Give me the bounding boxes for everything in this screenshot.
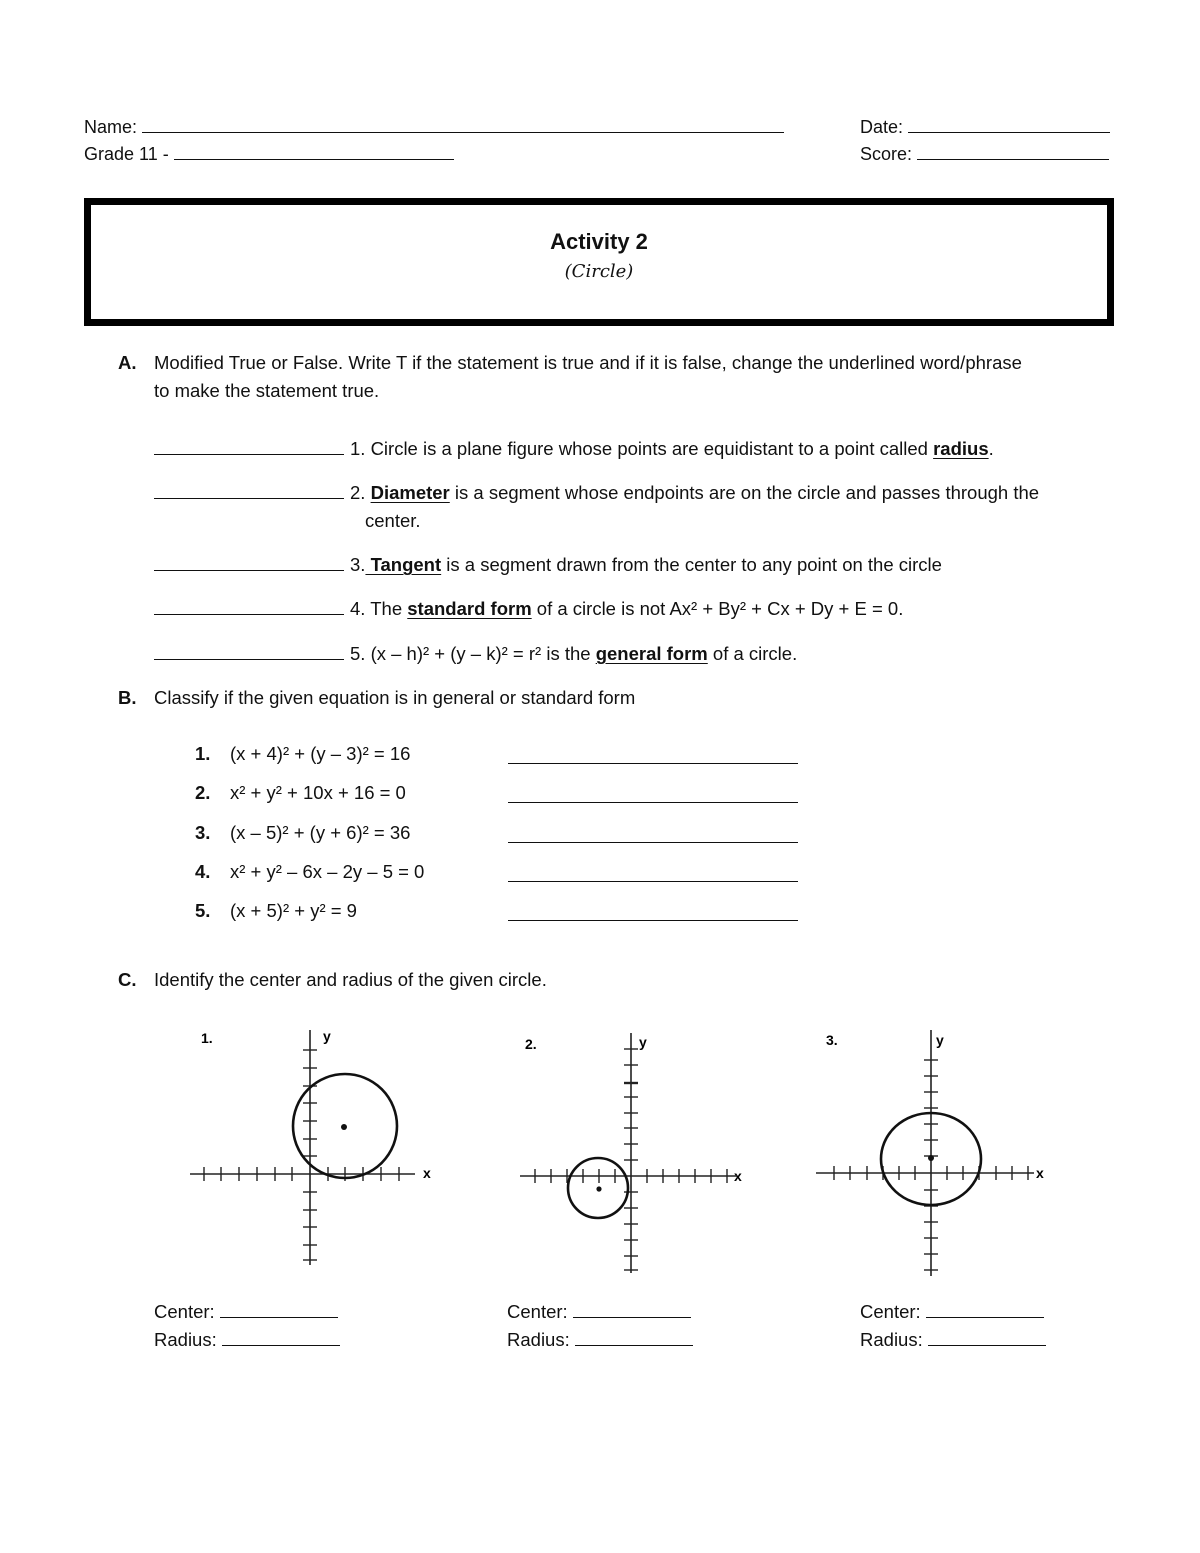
radius-label: Radius: (860, 1329, 923, 1350)
section-a-instruction-1: Modified True or False. Write T if the statement is true and if it is false, change the underlined word/phrase (154, 352, 1022, 373)
activity-title: Activity 2 (550, 229, 648, 254)
score-field[interactable] (860, 142, 1109, 165)
eq-1: (x + 4)² + (y – 3)² = 16 (230, 743, 411, 764)
radius-blank[interactable] (928, 1328, 1046, 1346)
grade-field[interactable] (84, 142, 454, 165)
eq-answer-blank-5[interactable] (508, 920, 798, 921)
eq-num-2: 2. (195, 782, 211, 803)
score-blank[interactable] (917, 142, 1109, 160)
eq-num-4: 4. (195, 861, 211, 882)
center-field-1[interactable] (154, 1300, 338, 1323)
eq-4: x² + y² – 6x – 2y – 5 = 0 (230, 861, 425, 882)
radius-label: Radius: (154, 1329, 217, 1350)
grade-label: Grade 11 - (84, 144, 169, 164)
eq-5: (x + 5)² + y² = 9 (230, 900, 357, 921)
circle-graph-1 (185, 1020, 445, 1270)
circle-graph-3 (812, 1022, 1072, 1280)
center-field-3[interactable] (860, 1300, 1044, 1323)
answer-blank[interactable] (154, 554, 344, 571)
circle-center-dot (928, 1155, 934, 1161)
graph-number: 2. (525, 1036, 537, 1052)
date-field[interactable] (860, 115, 1110, 138)
section-a-letter: A. (118, 352, 137, 373)
tf-item-5: 5. (x – h)² + (y – k)² = r² is the general form of a circle. (154, 643, 797, 665)
section-b-instruction: Classify if the given equation is in general or standard form (154, 687, 636, 708)
radius-blank[interactable] (575, 1328, 693, 1346)
title-box (84, 198, 1114, 326)
answer-blank[interactable] (154, 438, 344, 455)
center-field-2[interactable] (507, 1300, 691, 1323)
activity-subtitle: (Circle) (564, 261, 634, 282)
name-field[interactable] (84, 115, 784, 138)
center-blank[interactable] (926, 1300, 1044, 1318)
answer-blank[interactable] (154, 482, 344, 499)
date-label: Date: (860, 117, 904, 137)
radius-blank[interactable] (222, 1328, 340, 1346)
eq-2: x² + y² + 10x + 16 = 0 (230, 782, 406, 803)
section-c-instruction: Identify the center and radius of the given circle. (154, 969, 547, 990)
section-a-instruction-2: to make the statement true. (154, 380, 380, 401)
radius-label: Radius: (507, 1329, 570, 1350)
radius-field-3[interactable] (860, 1328, 1046, 1351)
x-axis-label: x (1036, 1165, 1044, 1181)
y-axis-label: y (936, 1032, 944, 1048)
eq-num-1: 1. (195, 743, 211, 764)
score-label: Score: (860, 144, 913, 164)
answer-blank[interactable] (154, 643, 344, 660)
circle-graph-2 (515, 1025, 775, 1280)
tf-item-3: 3. Tangent is a segment drawn from the center to any point on the circle (154, 554, 942, 576)
eq-answer-blank-1[interactable] (508, 763, 798, 764)
center-blank[interactable] (573, 1300, 691, 1318)
tf-item-1: 1. Circle is a plane figure whose points are equidistant to a point called radius. (154, 438, 994, 460)
date-blank[interactable] (908, 115, 1110, 133)
eq-answer-blank-3[interactable] (508, 842, 798, 843)
eq-num-3: 3. (195, 822, 211, 843)
graph-number: 3. (826, 1032, 838, 1048)
name-label: Name: (84, 117, 138, 137)
circle-center-dot (341, 1124, 347, 1130)
eq-3: (x – 5)² + (y + 6)² = 36 (230, 822, 411, 843)
grade-blank[interactable] (174, 142, 454, 160)
tf-item-4: 4. The standard form of a circle is not Ax² + By² + Cx + Dy + E = 0. (154, 598, 903, 620)
y-axis-label: y (639, 1034, 647, 1050)
section-b-letter: B. (118, 687, 137, 708)
y-axis-label: y (323, 1028, 331, 1044)
x-axis-label: x (734, 1168, 742, 1184)
radius-field-1[interactable] (154, 1328, 340, 1351)
center-label: Center: (154, 1301, 215, 1322)
center-label: Center: (507, 1301, 568, 1322)
graph-number: 1. (201, 1030, 213, 1046)
section-c-letter: C. (118, 969, 137, 990)
answer-blank[interactable] (154, 598, 344, 615)
center-label: Center: (860, 1301, 921, 1322)
tf-item-2: 2. Diameter is a segment whose endpoints are on the circle and passes through the (154, 482, 1039, 504)
eq-answer-blank-4[interactable] (508, 881, 798, 882)
x-axis-label: x (423, 1165, 431, 1181)
radius-field-2[interactable] (507, 1328, 693, 1351)
tf-item-2-continued: center. (365, 510, 421, 531)
name-blank[interactable] (142, 115, 784, 133)
center-blank[interactable] (220, 1300, 338, 1318)
circle-center-dot (596, 1186, 601, 1191)
eq-answer-blank-2[interactable] (508, 802, 798, 803)
eq-num-5: 5. (195, 900, 211, 921)
